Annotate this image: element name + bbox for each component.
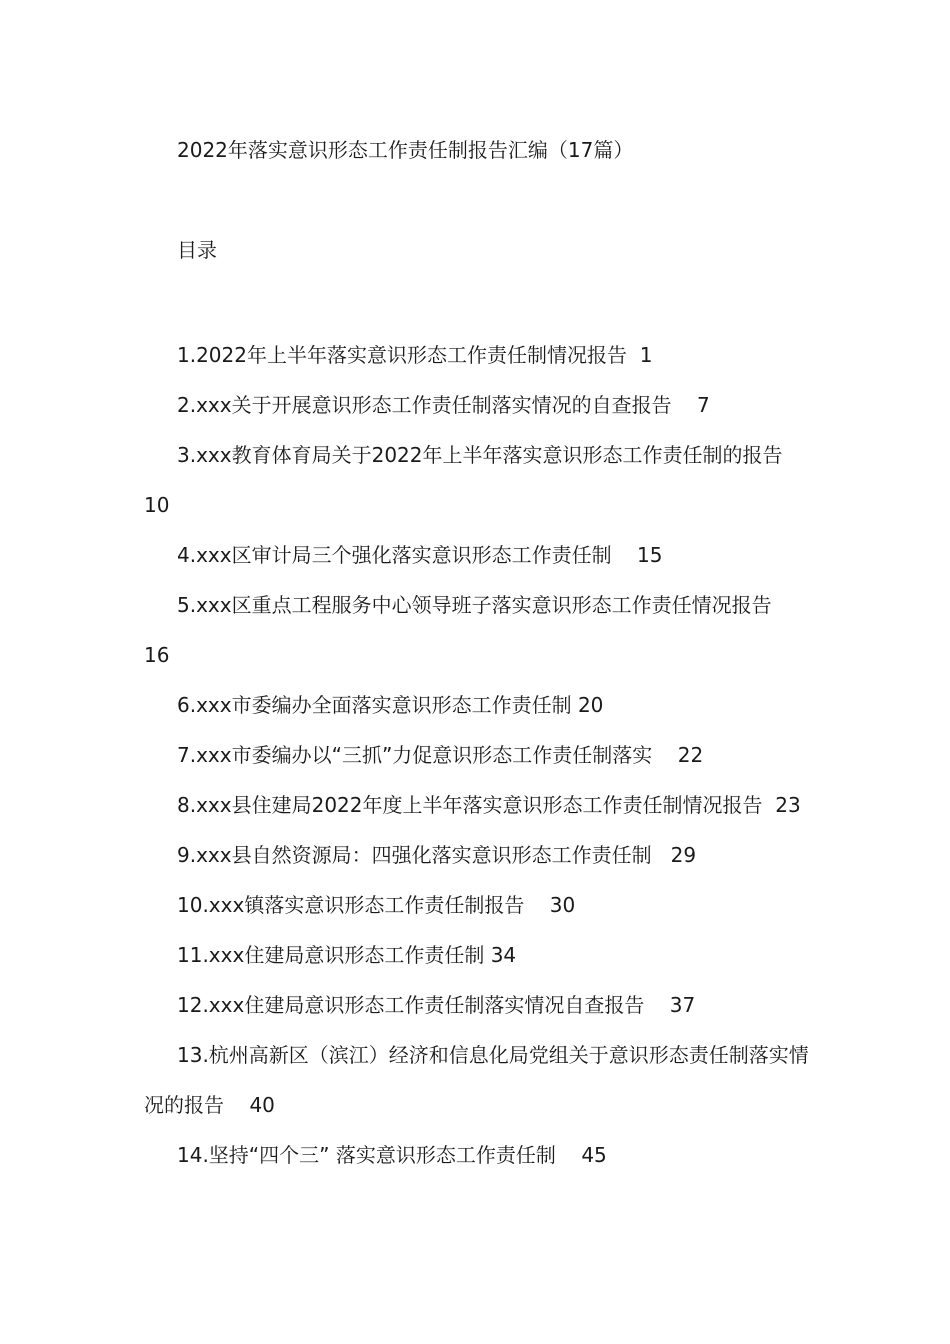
toc-entry-title: 6.xxx市委编办全面落实意识形态工作责任制 [177,693,572,717]
toc-entry[interactable] [144,880,809,930]
toc-entry[interactable] [144,580,809,680]
toc-page-number: 16 [144,643,170,667]
toc-entry-title: 14.坚持“四个三” 落实意识形态工作责任制 [177,1143,556,1167]
toc-entry-title: 8.xxx县住建局2022年度上半年落实意识形态工作责任制情况报告 [177,793,763,817]
toc-page-number: 37 [669,993,696,1017]
toc-page-number: 10 [144,493,170,517]
toc-heading: 目录 [177,238,217,262]
toc-page-number: 29 [670,843,697,867]
toc-entry[interactable] [144,1030,809,1130]
table-of-contents [144,330,809,1180]
toc-page-number: 15 [637,543,663,567]
toc-entry[interactable] [144,730,809,780]
toc-entry[interactable] [144,430,809,530]
toc-page-number: 22 [677,743,704,767]
toc-entry[interactable] [144,380,809,430]
toc-entry[interactable] [144,330,809,380]
toc-entry-title: 10.xxx镇落实意识形态工作责任制报告 [177,893,525,917]
toc-entry-title: 4.xxx区审计局三个强化落实意识形态工作责任制 [177,543,612,567]
document-title: 2022年落实意识形态工作责任制报告汇编（17篇） [177,138,634,162]
toc-entry-title: 3.xxx教育体育局关于2022年上半年落实意识形态工作责任制的报告 [177,443,783,467]
toc-entry-title: 2.xxx关于开展意识形态工作责任制落实情况的自查报告 [177,393,672,417]
toc-entry[interactable] [144,680,809,730]
toc-entry-title: 11.xxx住建局意识形态工作责任制 [177,943,485,967]
toc-page-number: 7 [697,393,710,417]
toc-entry[interactable] [144,780,809,830]
toc-entry-title: 12.xxx住建局意识形态工作责任制落实情况自查报告 [177,993,645,1017]
toc-entry[interactable] [144,530,809,580]
toc-entry[interactable] [144,980,809,1030]
toc-entry-title: 13.杭州高新区（滨江）经济和信息化局党组关于意识形态责任制落实情况的报告 [144,1043,809,1117]
toc-page-number: 45 [581,1143,607,1167]
toc-page-number: 30 [549,893,576,917]
toc-entry-title: 1.2022年上半年落实意识形态工作责任制情况报告 [177,343,627,367]
toc-entry[interactable] [144,830,809,880]
toc-page-number: 1 [639,343,653,367]
toc-page-number: 20 [577,693,604,717]
toc-page-number: 23 [775,793,801,817]
toc-entry-title: 9.xxx县自然资源局：四强化落实意识形态工作责任制 [177,843,652,867]
toc-page-number: 40 [249,1093,275,1117]
toc-page-number: 34 [490,943,517,967]
toc-entry[interactable] [144,1130,809,1180]
toc-entry[interactable] [144,930,809,980]
toc-entry-title: 5.xxx区重点工程服务中心领导班子落实意识形态工作责任情况报告 [177,593,772,617]
toc-entry-title: 7.xxx市委编办以“三抓”力促意识形态工作责任制落实 [177,743,653,767]
